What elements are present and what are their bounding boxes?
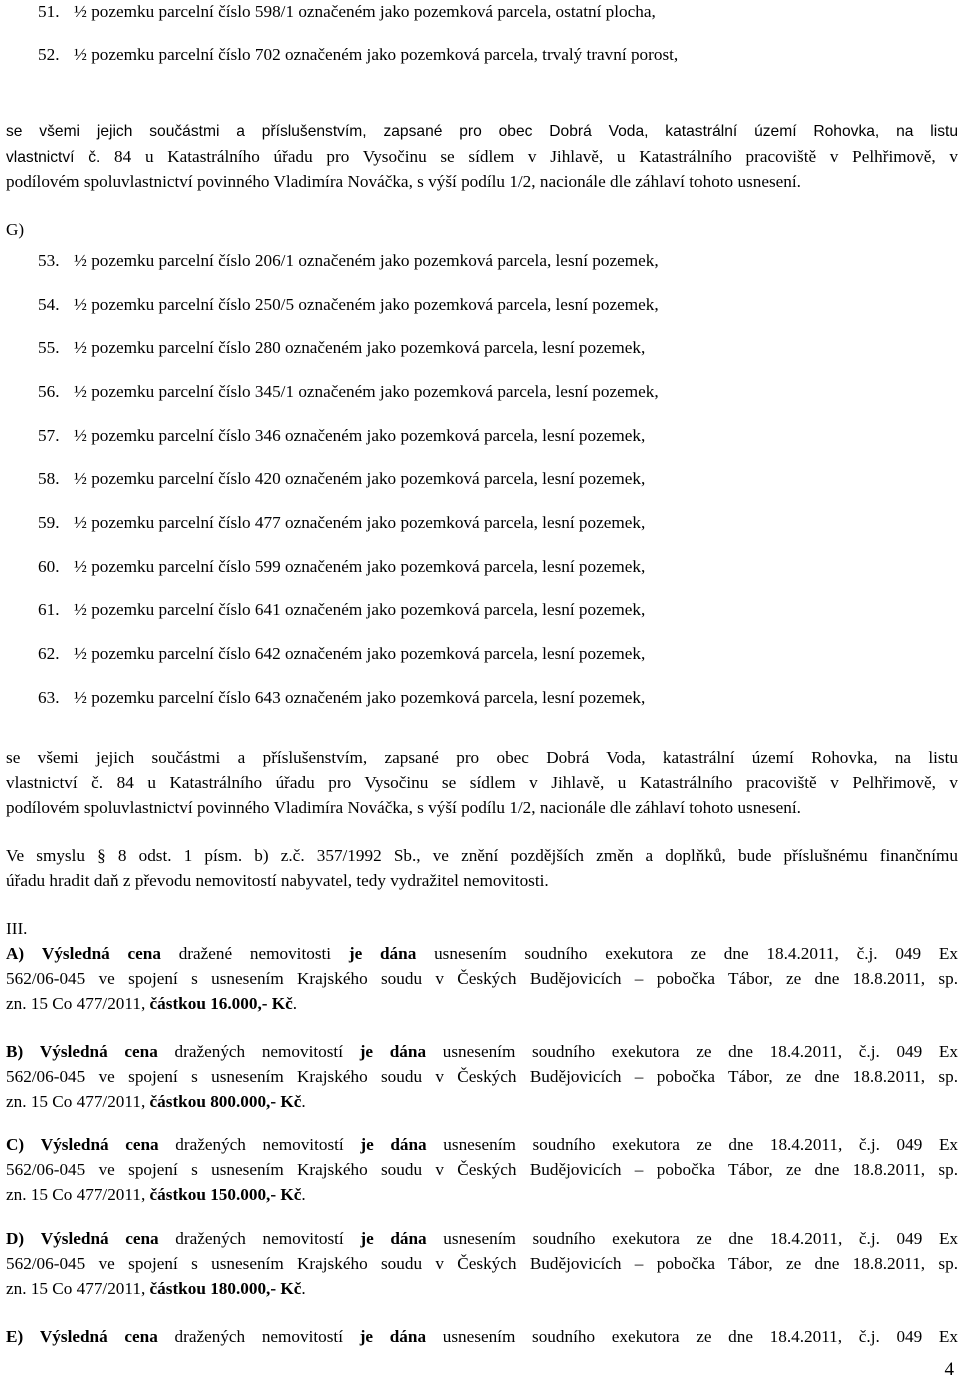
item-text: ½ pozemku parcelní číslo 641 označeném jako pozemková parcela, lesní pozemek, [74, 600, 646, 619]
price-line [6, 1325, 958, 1349]
section-heading-iii: III. [6, 919, 28, 938]
item-text: ½ pozemku parcelní číslo 345/1 označeném jako pozemková parcela, lesní pozemek, [74, 382, 659, 401]
price-letter: C) [6, 1135, 25, 1154]
price-line: 562/06-045 ve spojení s usnesením Krajského soudu v Českých Budějovicích – pobočka Tábor, ze dne 18.8.2011, sp. [6, 1067, 958, 1086]
list-item [38, 251, 659, 271]
paragraph-line: se všemi jejich součástmi a příslušenstvím, zapsané pro obec Dobrá Voda, katastrální území Rohovka, na listu [6, 123, 958, 140]
price-line: 562/06-045 ve spojení s usnesením Krajského soudu v Českých Budějovicích – pobočka Tábor, ze dne 18.8.2011, sp. [6, 969, 958, 988]
item-number: 62. [38, 644, 60, 663]
price-letter: B) [6, 1042, 24, 1061]
item-number: 51. [38, 2, 60, 21]
item-number: 56. [38, 382, 60, 401]
list-item [38, 2, 656, 22]
item-number: 57. [38, 426, 60, 445]
price-letter: E) [6, 1327, 24, 1346]
price-heading: Výsledná cena [39, 1327, 158, 1346]
price-text: usnesením soudního exekutora ze dne 18.4.2011, č.j. 049 Ex [443, 1229, 959, 1248]
item-text: ½ pozemku parcelní číslo 206/1 označeném jako pozemková parcela, lesní pozemek, [74, 251, 659, 270]
item-number: 55. [38, 338, 60, 357]
price-heading: Výsledná cena [40, 1229, 159, 1248]
list-item [38, 513, 645, 533]
item-text: ½ pozemku parcelní číslo 599 označeném jako pozemková parcela, lesní pozemek, [74, 557, 646, 576]
price-line [6, 1277, 306, 1301]
paragraph-line [6, 145, 958, 170]
price-line [6, 1040, 958, 1064]
price-heading: Výsledná cena [39, 1042, 158, 1061]
list-item [38, 557, 645, 577]
paragraph-line: se všemi jejich součástmi a příslušenstvím, zapsané pro obec Dobrá Voda, katastrální území Rohovka, na listu [6, 748, 958, 767]
paragraph-fragment: 84 u Katastrálního úřadu pro Vysočinu se sídlem v Jihlavě, u Katastrálního pracoviště v Pelhřimově, v [100, 147, 958, 166]
list-item [38, 469, 645, 489]
item-number: 53. [38, 251, 60, 270]
price-bold: je dána [348, 944, 417, 963]
price-text: zn. 15 Co 477/2011, [6, 994, 146, 1013]
price-amount: částkou 16.000,- Kč [149, 994, 293, 1013]
price-text: usnesením soudního exekutora ze dne 18.4.2011, č.j. 049 Ex [434, 944, 958, 963]
item-text: ½ pozemku parcelní číslo 702 označeném jako pozemková parcela, trvalý travní porost, [74, 45, 679, 64]
price-text: . [301, 1279, 306, 1298]
list-item [38, 600, 645, 620]
item-number: 54. [38, 295, 60, 314]
item-number: 60. [38, 557, 60, 576]
item-text: ½ pozemku parcelní číslo 250/5 označeném jako pozemková parcela, lesní pozemek, [74, 295, 659, 314]
item-text: ½ pozemku parcelní číslo 280 označeném jako pozemková parcela, lesní pozemek, [74, 338, 646, 357]
item-text: ½ pozemku parcelní číslo 643 označeném jako pozemková parcela, lesní pozemek, [74, 688, 646, 707]
price-text: usnesením soudního exekutora ze dne 18.4.2011, č.j. 049 Ex [442, 1327, 959, 1346]
item-text: ½ pozemku parcelní číslo 420 označeném jako pozemková parcela, lesní pozemek, [74, 469, 646, 488]
item-number: 59. [38, 513, 60, 532]
price-text: zn. 15 Co 477/2011, [6, 1185, 146, 1204]
list-item [38, 426, 645, 446]
price-amount: částkou 150.000,- Kč [149, 1185, 302, 1204]
list-item [38, 338, 645, 358]
paragraph-fragment: vlastnictví č. [6, 149, 101, 166]
paragraph-line: podílovém spoluvlastnictví povinného Vladimíra Nováčka, s výší podílu 1/2, nacionále dle záhlaví tohoto usnesení. [6, 798, 801, 817]
price-text: dražených nemovitostí [175, 1229, 344, 1248]
price-bold: je dána [360, 1229, 427, 1248]
price-line [6, 1090, 306, 1114]
price-heading: Výsledná cena [40, 1135, 159, 1154]
price-text: usnesením soudního exekutora ze dne 18.4.2011, č.j. 049 Ex [442, 1042, 959, 1061]
price-text: dražených nemovitostí [174, 1042, 343, 1061]
list-item [38, 295, 659, 315]
price-text: usnesením soudního exekutora ze dne 18.4.2011, č.j. 049 Ex [443, 1135, 959, 1154]
price-text: . [301, 1185, 306, 1204]
price-text: dražených nemovitostí [175, 1135, 344, 1154]
price-bold: je dána [359, 1042, 427, 1061]
page-number: 4 [944, 1359, 954, 1380]
price-bold: je dána [359, 1327, 427, 1346]
price-line: 562/06-045 ve spojení s usnesením Krajského soudu v Českých Budějovicích – pobočka Tábor, ze dne 18.8.2011, sp. [6, 1160, 958, 1179]
price-line [6, 992, 297, 1016]
item-text: ½ pozemku parcelní číslo 346 označeném jako pozemková parcela, lesní pozemek, [74, 426, 646, 445]
price-letter: A) [6, 944, 25, 963]
price-line [6, 1227, 958, 1251]
price-line [6, 942, 958, 966]
list-item [38, 45, 678, 65]
item-number: 52. [38, 45, 60, 64]
price-text: . [292, 994, 298, 1013]
price-text: zn. 15 Co 477/2011, [6, 1092, 146, 1111]
price-text: dražené nemovitosti [178, 944, 332, 963]
list-item [38, 382, 659, 402]
item-number: 58. [38, 469, 60, 488]
paragraph-line: úřadu hradit daň z převodu nemovitostí nabyvatel, tedy vydražitel nemovitosti. [6, 871, 549, 890]
item-number: 61. [38, 600, 60, 619]
price-line: 562/06-045 ve spojení s usnesením Krajského soudu v Českých Budějovicích – pobočka Tábor, ze dne 18.8.2011, sp. [6, 1254, 958, 1273]
price-amount: částkou 180.000,- Kč [149, 1279, 302, 1298]
section-heading-g: G) [6, 220, 25, 239]
paragraph-line: vlastnictví č. 84 u Katastrálního úřadu pro Vysočinu se sídlem v Jihlavě, u Katastrálního pracoviště v Pelhřimově, v [6, 773, 958, 792]
paragraph-line: podílovém spoluvlastnictví povinného Vladimíra Nováčka, s výší podílu 1/2, nacionále dle záhlaví tohoto usnesení. [6, 172, 801, 191]
price-line [6, 1133, 958, 1157]
price-amount: částkou 800.000,- Kč [149, 1092, 302, 1111]
list-item [38, 644, 645, 664]
price-line [6, 1183, 306, 1207]
item-number: 63. [38, 688, 60, 707]
price-heading: Výsledná cena [41, 944, 161, 963]
item-text: ½ pozemku parcelní číslo 642 označeném jako pozemková parcela, lesní pozemek, [74, 644, 646, 663]
price-letter: D) [6, 1229, 25, 1248]
price-text: zn. 15 Co 477/2011, [6, 1279, 146, 1298]
item-text: ½ pozemku parcelní číslo 598/1 označeném jako pozemková parcela, ostatní plocha, [74, 2, 656, 21]
price-bold: je dána [360, 1135, 427, 1154]
price-text: . [301, 1092, 306, 1111]
price-text: dražených nemovitostí [174, 1327, 343, 1346]
paragraph-line: Ve smyslu § 8 odst. 1 písm. b) z.č. 357/1992 Sb., ve znění pozdějších změn a doplňků, bude příslušnému finančnímu [6, 846, 958, 865]
item-text: ½ pozemku parcelní číslo 477 označeném jako pozemková parcela, lesní pozemek, [74, 513, 646, 532]
list-item [38, 688, 645, 708]
